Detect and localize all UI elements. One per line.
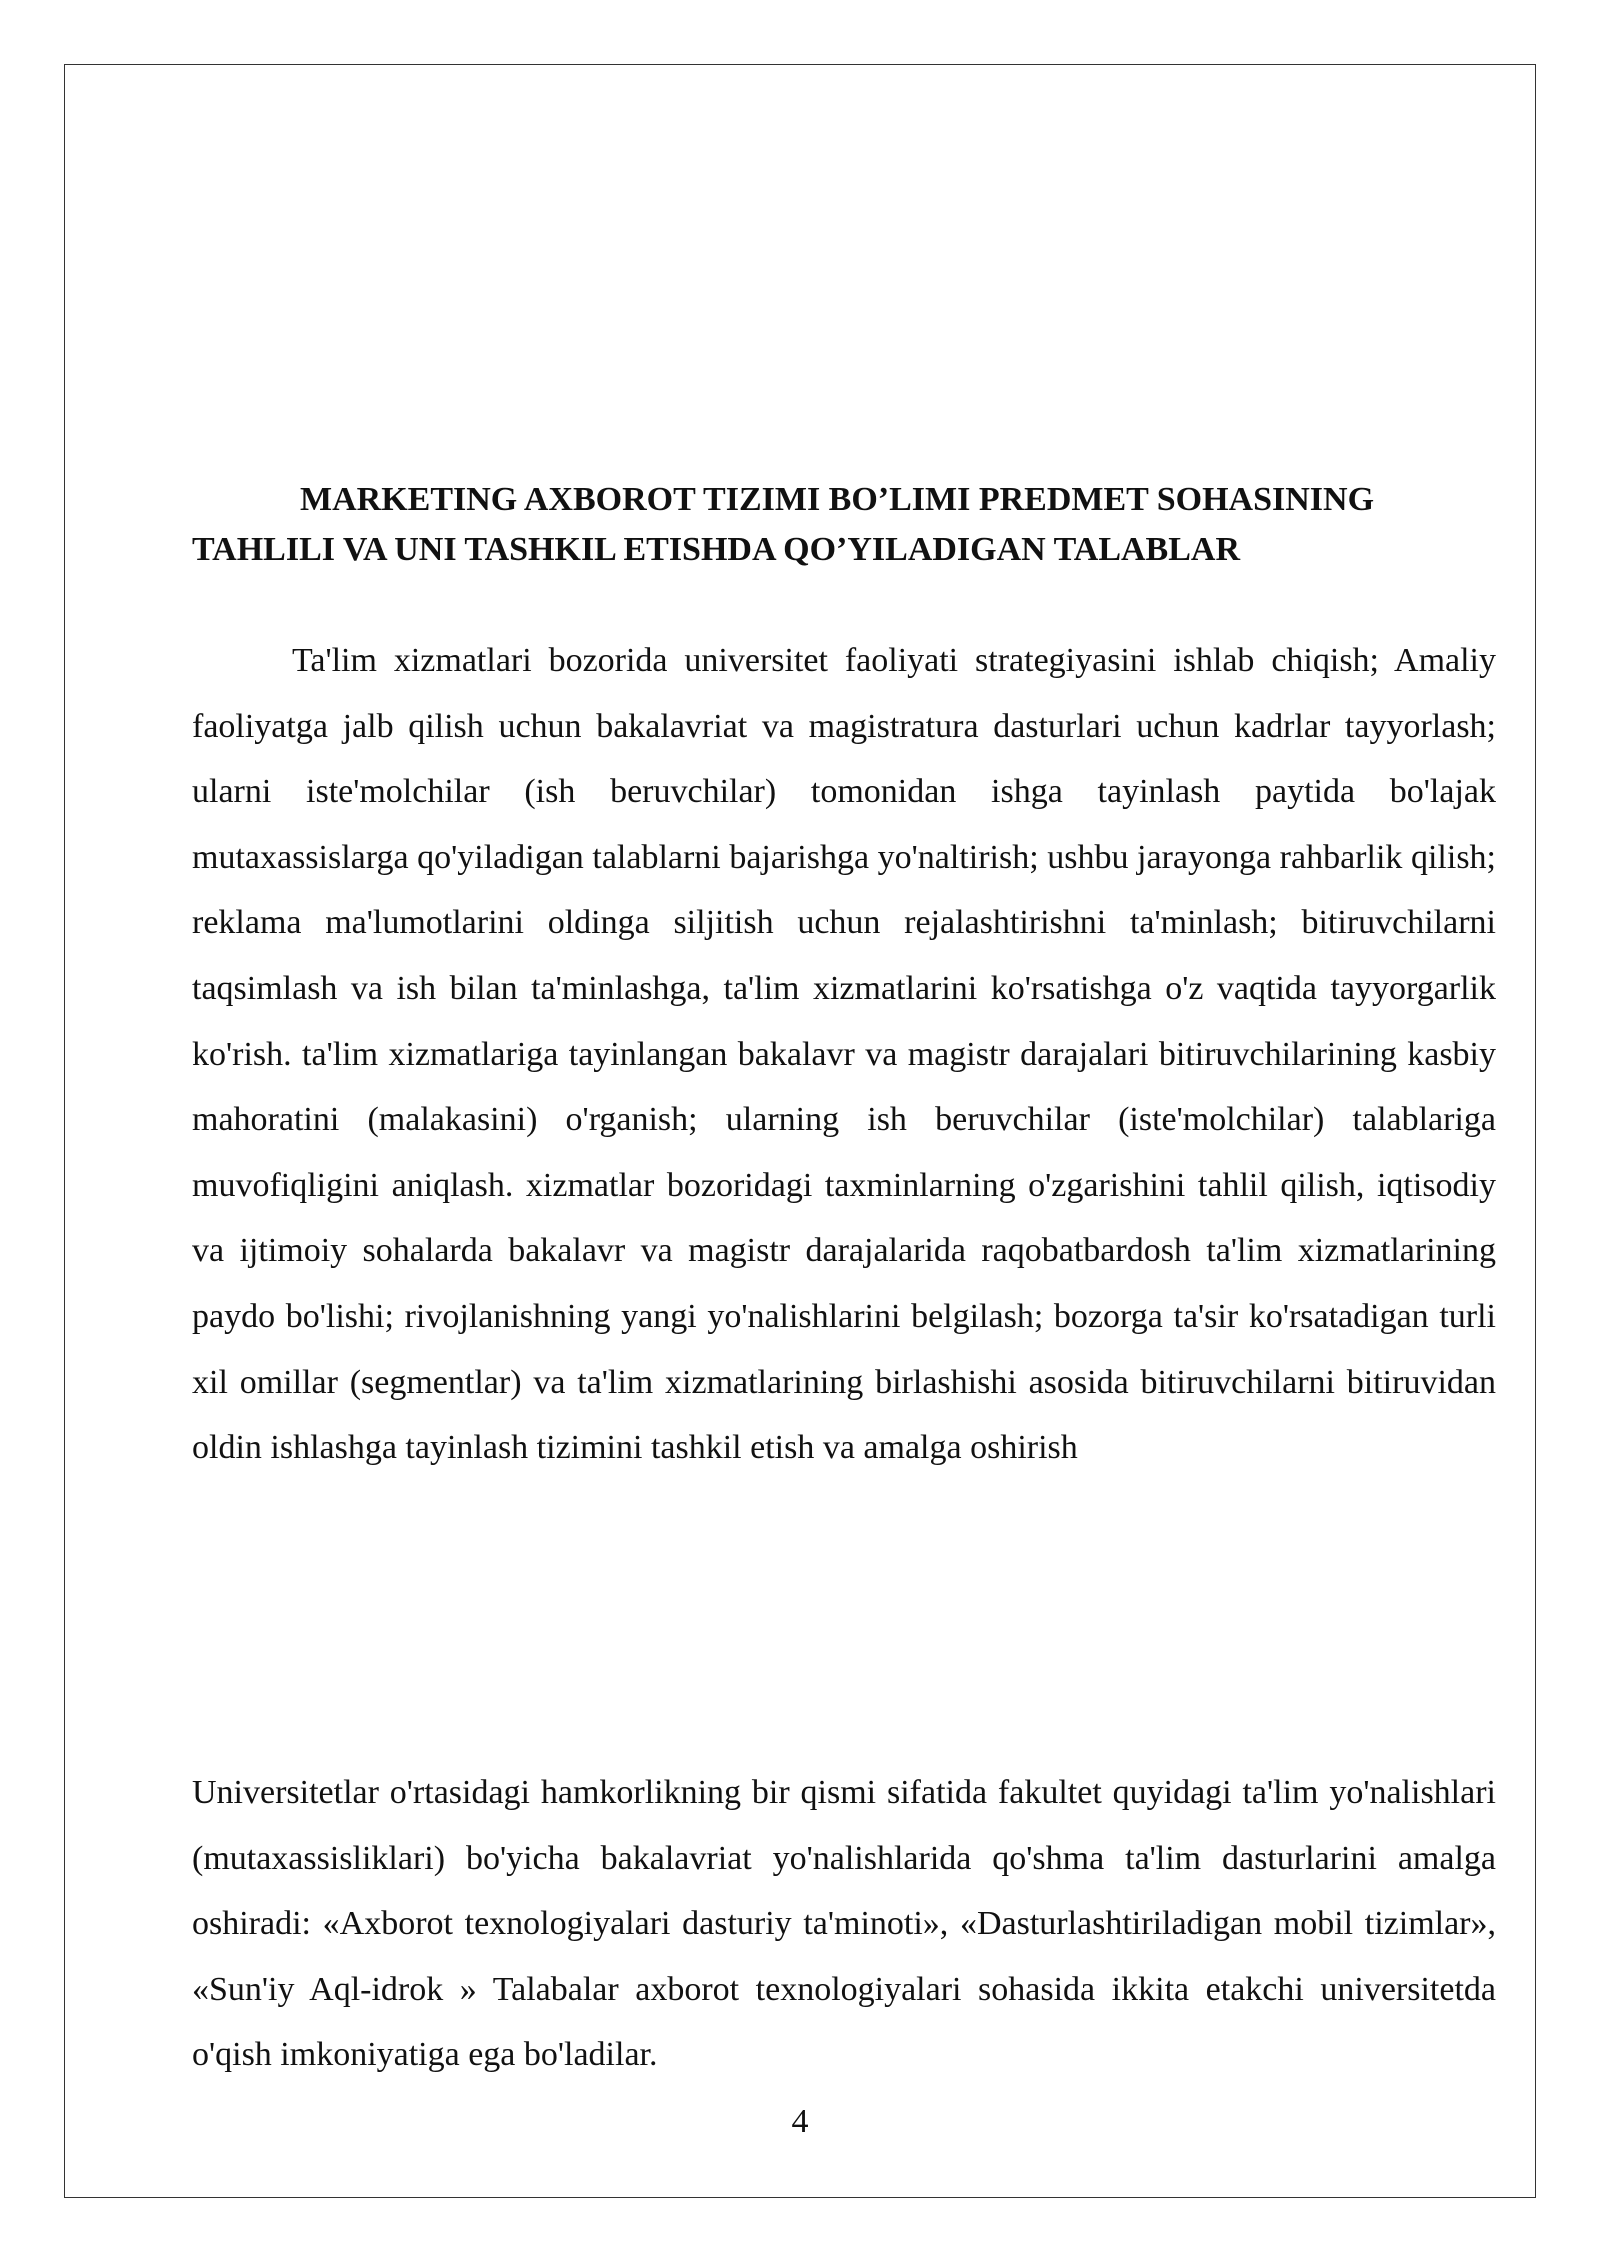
body-paragraph-2: Universitetlar o'rtasidagi hamkorlikning bir qismi sifatida fakultet quyidagi ta'lim yo'nalishlari (mutaxassisliklari) bo'yicha bakalavriat yo'nalishlarida qo'shma ta'lim dasturlarini amalga oshiradi: «Axborot texnologiyalari dasturiy ta'minoti», «Dasturlashtiriladigan mobil tizimlar», «Sun'iy Aql-idrok » Talabalar axborot texnologiyalari sohasida ikkita etakchi universitetda o'qish imkoniyatiga ega bo'ladilar.	[192, 1774, 1496, 2074]
document-title-line-2: TAHLILI VA UNI TASHKIL ETISHDA QO’YILADIGAN TALABLAR	[192, 531, 1241, 568]
document-title-line-1: MARKETING AXBOROT TIZIMI BO’LIMI PREDMET SOHASINING	[300, 481, 1375, 518]
page-number: 4	[791, 2103, 809, 2140]
body-paragraph-1: Ta'lim xizmatlari bozorida universitet faoliyati strategiyasini ishlab chiqish; Amaliy faoliyatga jalb qilish uchun bakalavriat va magistratura dasturlari uchun kadrlar tayyorlash; ularni iste'molchilar (ish beruvchilar) tomonidan ishga tayinlash paytida bo'lajak mutaxassislarga qo'yiladigan talablarni bajarishga yo'naltirish; ushbu jarayonga rahbarlik qilish; reklama ma'lumotlarini oldinga siljitish uchun rejalashtirishni ta'minlash; bitiruvchilarni taqsimlash va ish bilan ta'minlashga, ta'lim xizmatlarini ko'rsatishga o'z vaqtida tayyorgarlik ko'rish. ta'lim xizmatlariga tayinlangan bakalavr va magistr darajalari bitiruvchilarining kasbiy mahoratini (malakasini) o'rganish; ularning ish beruvchilar (iste'molchilar) talablariga muvofiqligini aniqlash. xizmatlar bozoridagi taxminlarning o'zgarishini tahlil qilish, iqtisodiy va ijtimoiy sohalarda bakalavr va magistr darajalarida raqobatbardosh ta'lim xizmatlarining paydo bo'lishi; rivojlanishning yangi yo'nalishlarini belgilash; bozorga ta'sir ko'rsatadigan turli xil omillar (segmentlar) va ta'lim xizmatlarining birlashishi asosida bitiruvchilarni bitiruvidan oldin ishlashga tayinlash tizimini tashkil etish va amalga oshirish	[192, 642, 1496, 1467]
document-title	[192, 475, 1496, 575]
